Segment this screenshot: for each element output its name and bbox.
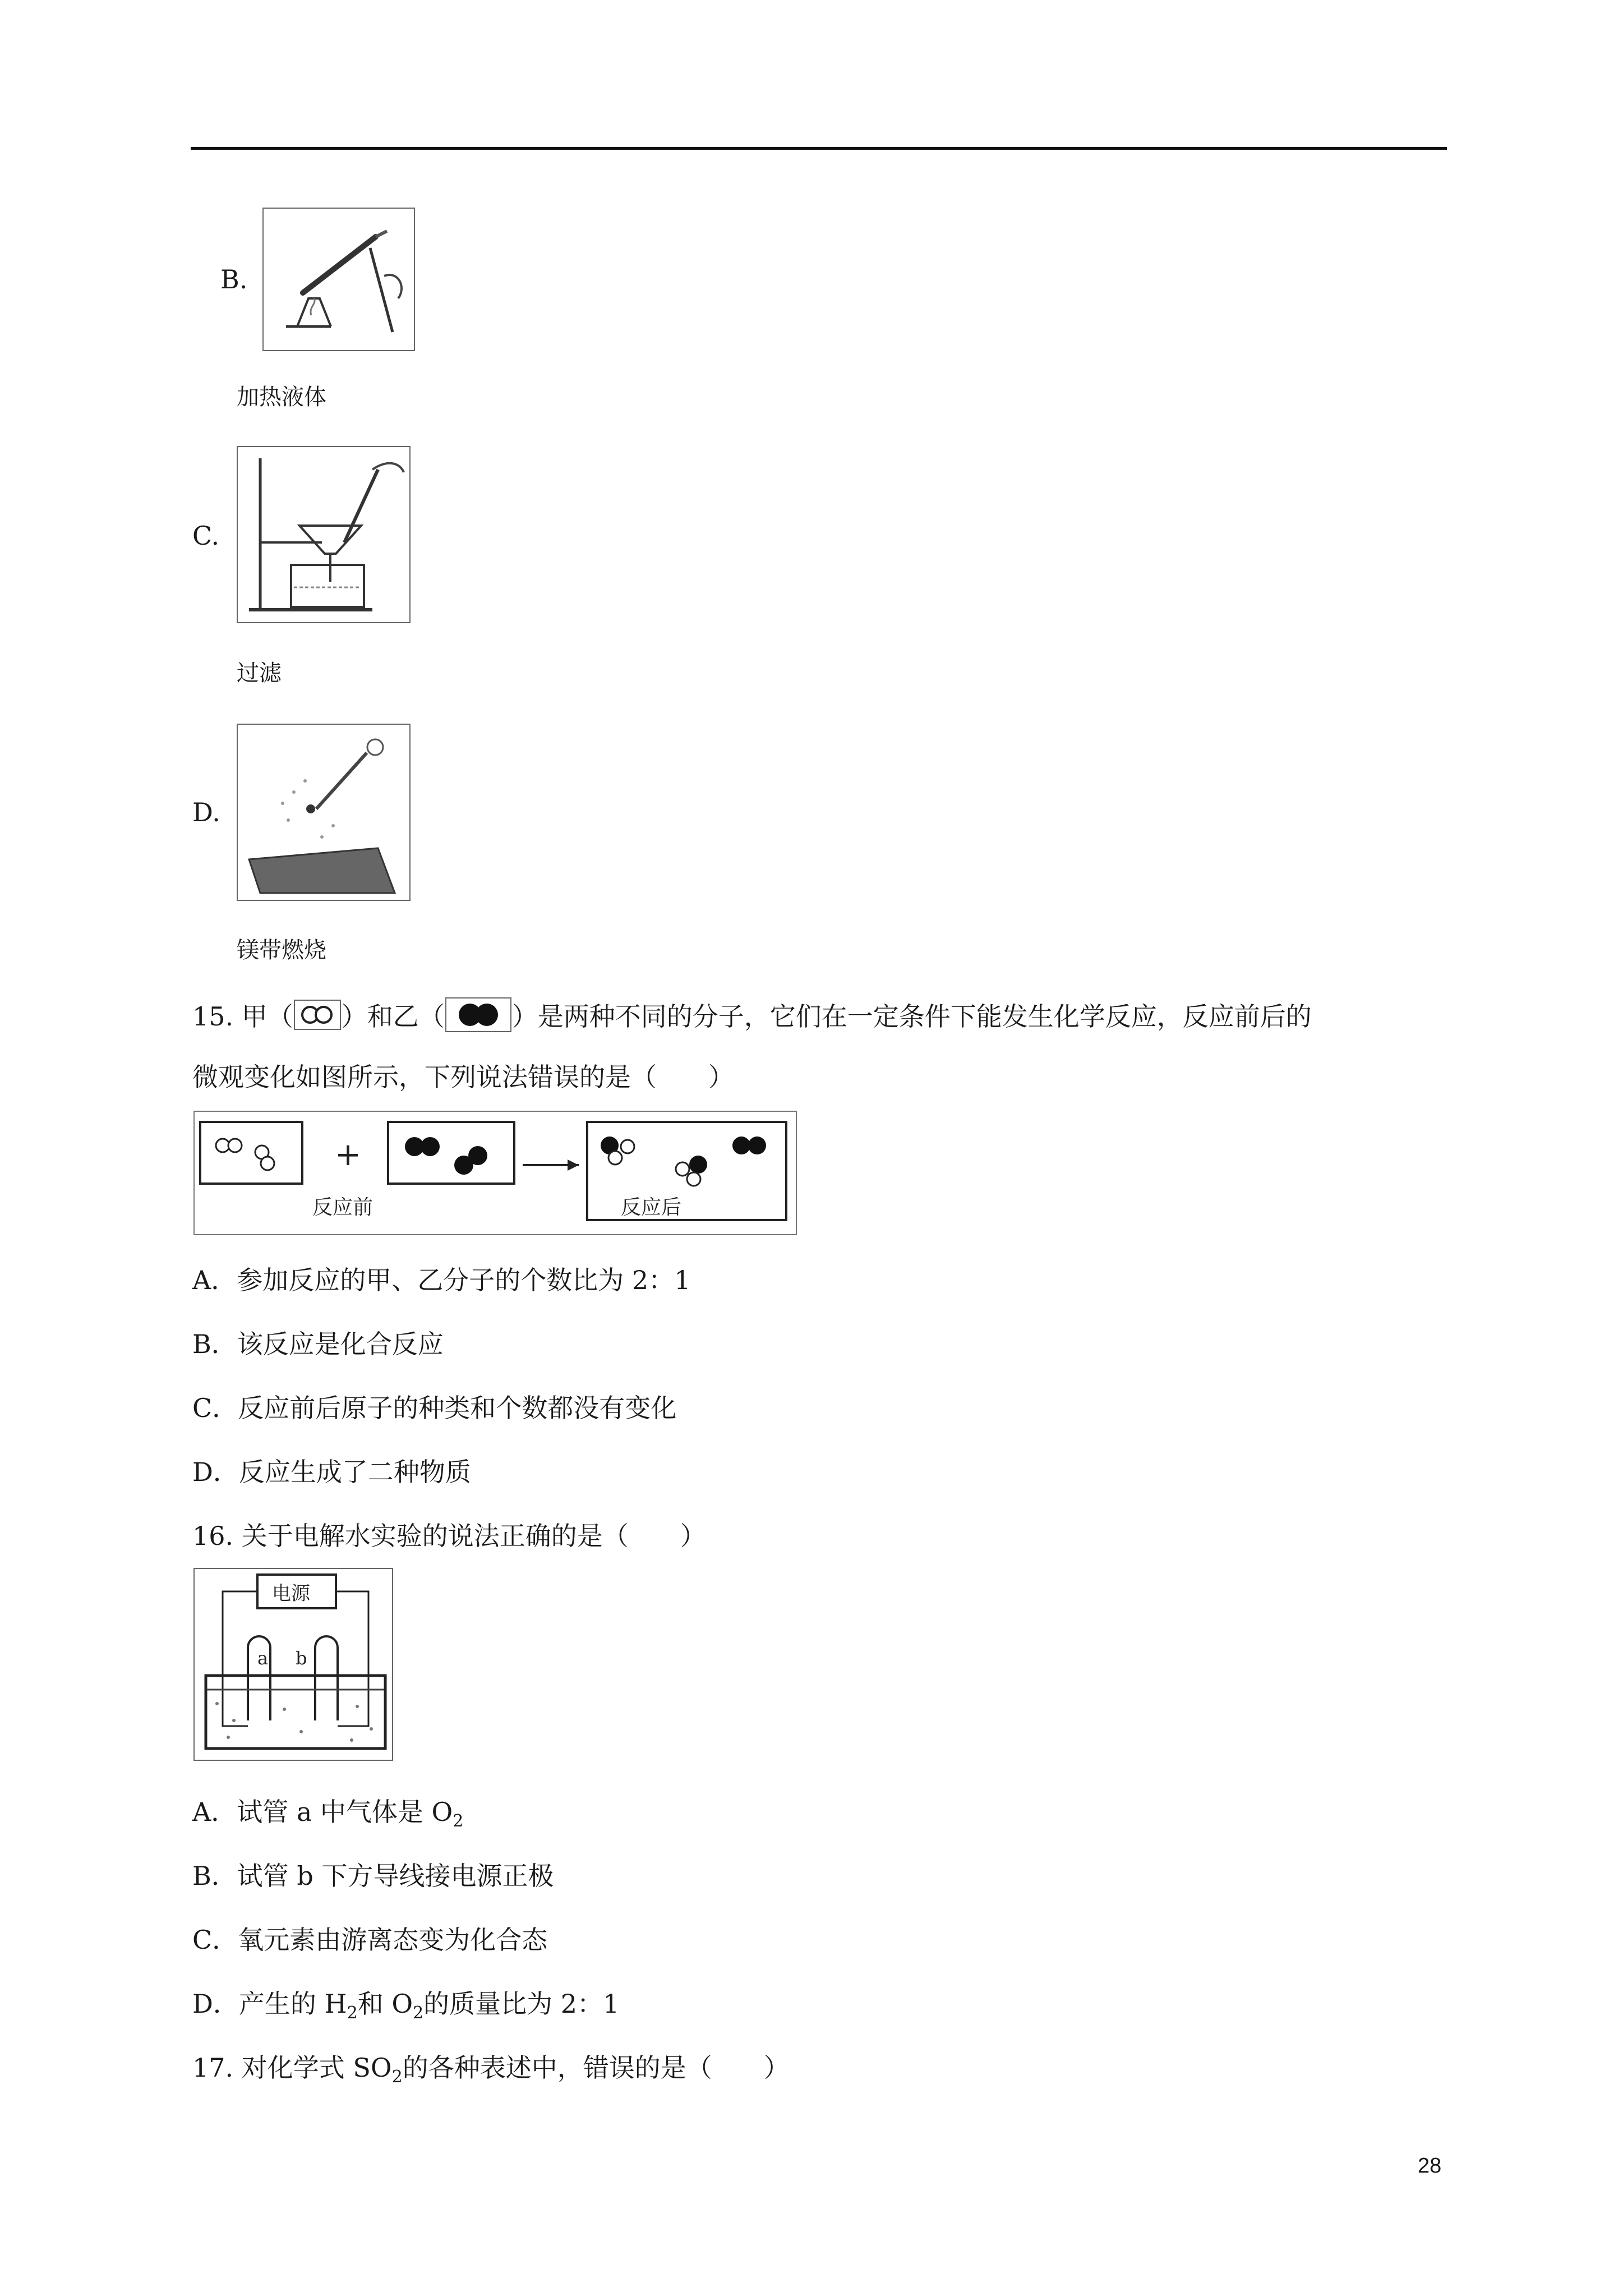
q16-option-d-sub2: 2: [413, 2003, 424, 2023]
molecule-yi-icon: [445, 996, 512, 1042]
q15-text-a: 15. 甲（: [192, 1001, 293, 1032]
option-b-letter: B.: [220, 264, 248, 295]
q17-stem: [192, 2051, 790, 2094]
before-label: 反应前: [312, 1196, 374, 1219]
tube-a-label: a: [257, 1648, 269, 1669]
reaction-diagram: [193, 1111, 797, 1235]
q16-option-b: B．试管 b 下方导线接电源正极: [192, 1861, 554, 1891]
q15-stem-line2: 微观变化如图所示，下列说法错误的是（ ）: [192, 1062, 734, 1092]
tube-b-label: b: [296, 1648, 307, 1669]
heating-liquid-figure: [262, 208, 415, 351]
q16-option-a-text: A．试管 a 中气体是 O: [192, 1797, 453, 1827]
q16-option-d: [192, 1987, 619, 2030]
caption-filtration: 过滤: [237, 660, 282, 686]
filtration-figure: [237, 446, 411, 623]
caption-magnesium-burning: 镁带燃烧: [237, 937, 326, 963]
power-label: 电源: [272, 1582, 310, 1605]
q15-option-c: C．反应前后原子的种类和个数都没有变化: [192, 1393, 677, 1423]
q15-option-b: B．该反应是化合反应: [192, 1329, 444, 1359]
q16-option-a-sub: 2: [453, 1811, 464, 1832]
q16-option-d-text1: D．产生的 H: [192, 1989, 347, 2019]
q15-stem-line1: [192, 996, 1312, 1042]
header-rule: [191, 147, 1447, 150]
q15-text-b: ）和乙（: [341, 1001, 445, 1032]
page-number: 28: [1418, 2154, 1442, 2178]
q16-option-d-text2: 和 O: [357, 1989, 413, 2019]
q17-text-post: 的各种表述中，错误的是（ ）: [402, 2053, 790, 2083]
q16-option-a: [192, 1795, 463, 1838]
q16-option-c: C．氧元素由游离态变为化合态: [192, 1925, 548, 1955]
q15-option-a: A．参加反应的甲、乙分子的个数比为 2：1: [192, 1265, 691, 1295]
after-label: 反应后: [621, 1196, 682, 1219]
plus-sign: +: [335, 1137, 361, 1173]
q16-option-d-sub1: 2: [347, 2003, 358, 2023]
q16-option-d-text3: 的质量比为 2：1: [423, 1989, 620, 2019]
q17-text-pre: 17. 对化学式 SO: [192, 2053, 392, 2083]
q16-stem: 16. 关于电解水实验的说法正确的是（ ）: [192, 1521, 706, 1551]
molecule-jia-icon: [293, 998, 342, 1039]
electrolysis-figure: [193, 1568, 393, 1761]
q15-text-c: ）是两种不同的分子，它们在一定条件下能发生化学反应，反应前后的: [511, 1001, 1312, 1032]
magnesium-burning-figure: [237, 724, 411, 901]
caption-heating-liquid: 加热液体: [237, 384, 326, 410]
q17-sub: 2: [391, 2067, 403, 2087]
option-d-letter: D.: [192, 797, 220, 827]
option-c-letter: C.: [192, 521, 220, 551]
q15-option-d: D．反应生成了二种物质: [192, 1457, 471, 1487]
